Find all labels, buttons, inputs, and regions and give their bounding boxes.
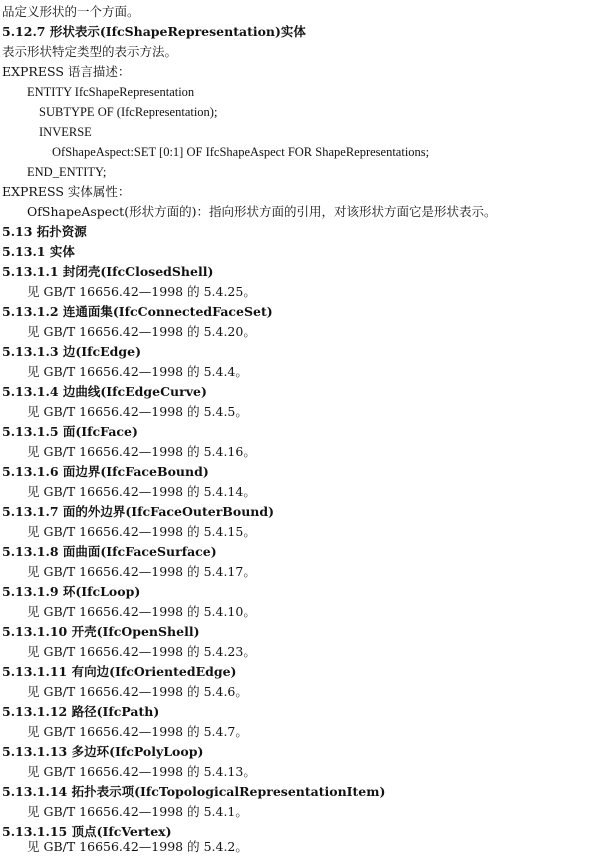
entity-heading: 5.13.1.7 面的外边界(IfcFaceOuterBound) (2, 504, 275, 519)
entity-reference: 见 GB/T 16656.42—1998 的 5.4.20。 (27, 324, 256, 339)
express-code-line: OfShapeAspect:SET [0:1] OF IfcShapeAspect FOR ShapeRepresentations; (52, 145, 430, 159)
entity-heading: 5.13.1.5 面(IfcFace) (2, 424, 138, 439)
entity-heading: 5.13.1.1 封闭壳(IfcClosedShell) (2, 264, 214, 279)
express-code-line: END_ENTITY; (27, 165, 107, 179)
body-text: 表示形状特定类型的表示方法。 (2, 44, 178, 59)
entity-heading: 5.13.1.9 环(IfcLoop) (2, 584, 141, 599)
entity-reference: 见 GB/T 16656.42—1998 的 5.4.23。 (27, 644, 256, 659)
entity-reference: 见 GB/T 16656.42—1998 的 5.4.6。 (27, 684, 248, 699)
entity-heading: 5.13.1.3 边(IfcEdge) (2, 344, 142, 359)
express-code-line: ENTITY IfcShapeRepresentation (27, 85, 195, 99)
section-heading-5-13: 5.13 拓扑资源 (2, 224, 87, 239)
entity-heading: 5.13.1.4 边曲线(IfcEdgeCurve) (2, 384, 207, 399)
entity-reference: 见 GB/T 16656.42—1998 的 5.4.10。 (27, 604, 256, 619)
entity-heading: 5.13.1.8 面曲面(IfcFaceSurface) (2, 544, 217, 559)
entity-reference: 见 GB/T 16656.42—1998 的 5.4.17。 (27, 564, 256, 579)
entity-reference: 见 GB/T 16656.42—1998 的 5.4.4。 (27, 364, 248, 379)
entity-heading: 5.13.1.12 路径(IfcPath) (2, 704, 160, 719)
entity-heading: 5.13.1.14 拓扑表示项(IfcTopologicalRepresentationItem) (2, 784, 386, 799)
entity-reference: 见 GB/T 16656.42—1998 的 5.4.14。 (27, 484, 256, 499)
entity-reference: 见 GB/T 16656.42—1998 的 5.4.2。 (27, 839, 248, 854)
entity-reference: 见 GB/T 16656.42—1998 的 5.4.25。 (27, 284, 256, 299)
entity-reference: 见 GB/T 16656.42—1998 的 5.4.7。 (27, 724, 248, 739)
entity-heading: 5.13.1.11 有向边(IfcOrientedEdge) (2, 664, 237, 679)
attribute-description: OfShapeAspect(形状方面的)：指向形状方面的引用，对该形状方面它是形状表示。 (27, 204, 497, 219)
entity-heading: 5.13.1.10 开壳(IfcOpenShell) (2, 624, 200, 639)
express-code-line: SUBTYPE OF (IfcRepresentation); (39, 105, 218, 119)
entity-heading: 5.13.1.6 面边界(IfcFaceBound) (2, 464, 209, 479)
entity-heading: 5.13.1.13 多边环(IfcPolyLoop) (2, 744, 204, 759)
entity-heading: 5.13.1.15 顶点(IfcVertex) (2, 824, 172, 839)
entity-reference: 见 GB/T 16656.42—1998 的 5.4.16。 (27, 444, 256, 459)
entity-heading: 5.13.1.2 连通面集(IfcConnectedFaceSet) (2, 304, 273, 319)
entity-reference: 见 GB/T 16656.42—1998 的 5.4.13。 (27, 764, 256, 779)
express-attributes-label: EXPRESS 实体属性： (2, 184, 131, 199)
express-code-line: INVERSE (39, 125, 92, 139)
section-heading-5-12-7: 5.12.7 形状表示(IfcShapeRepresentation)实体 (2, 24, 306, 39)
entity-reference: 见 GB/T 16656.42—1998 的 5.4.15。 (27, 524, 256, 539)
entity-reference: 见 GB/T 16656.42—1998 的 5.4.1。 (27, 804, 248, 819)
section-heading-5-13-1: 5.13.1 实体 (2, 244, 75, 259)
express-label: EXPRESS 语言描述： (2, 64, 131, 79)
entity-reference: 见 GB/T 16656.42—1998 的 5.4.5。 (27, 404, 248, 419)
continuation-text: 品定义形状的一个方面。 (2, 4, 140, 19)
